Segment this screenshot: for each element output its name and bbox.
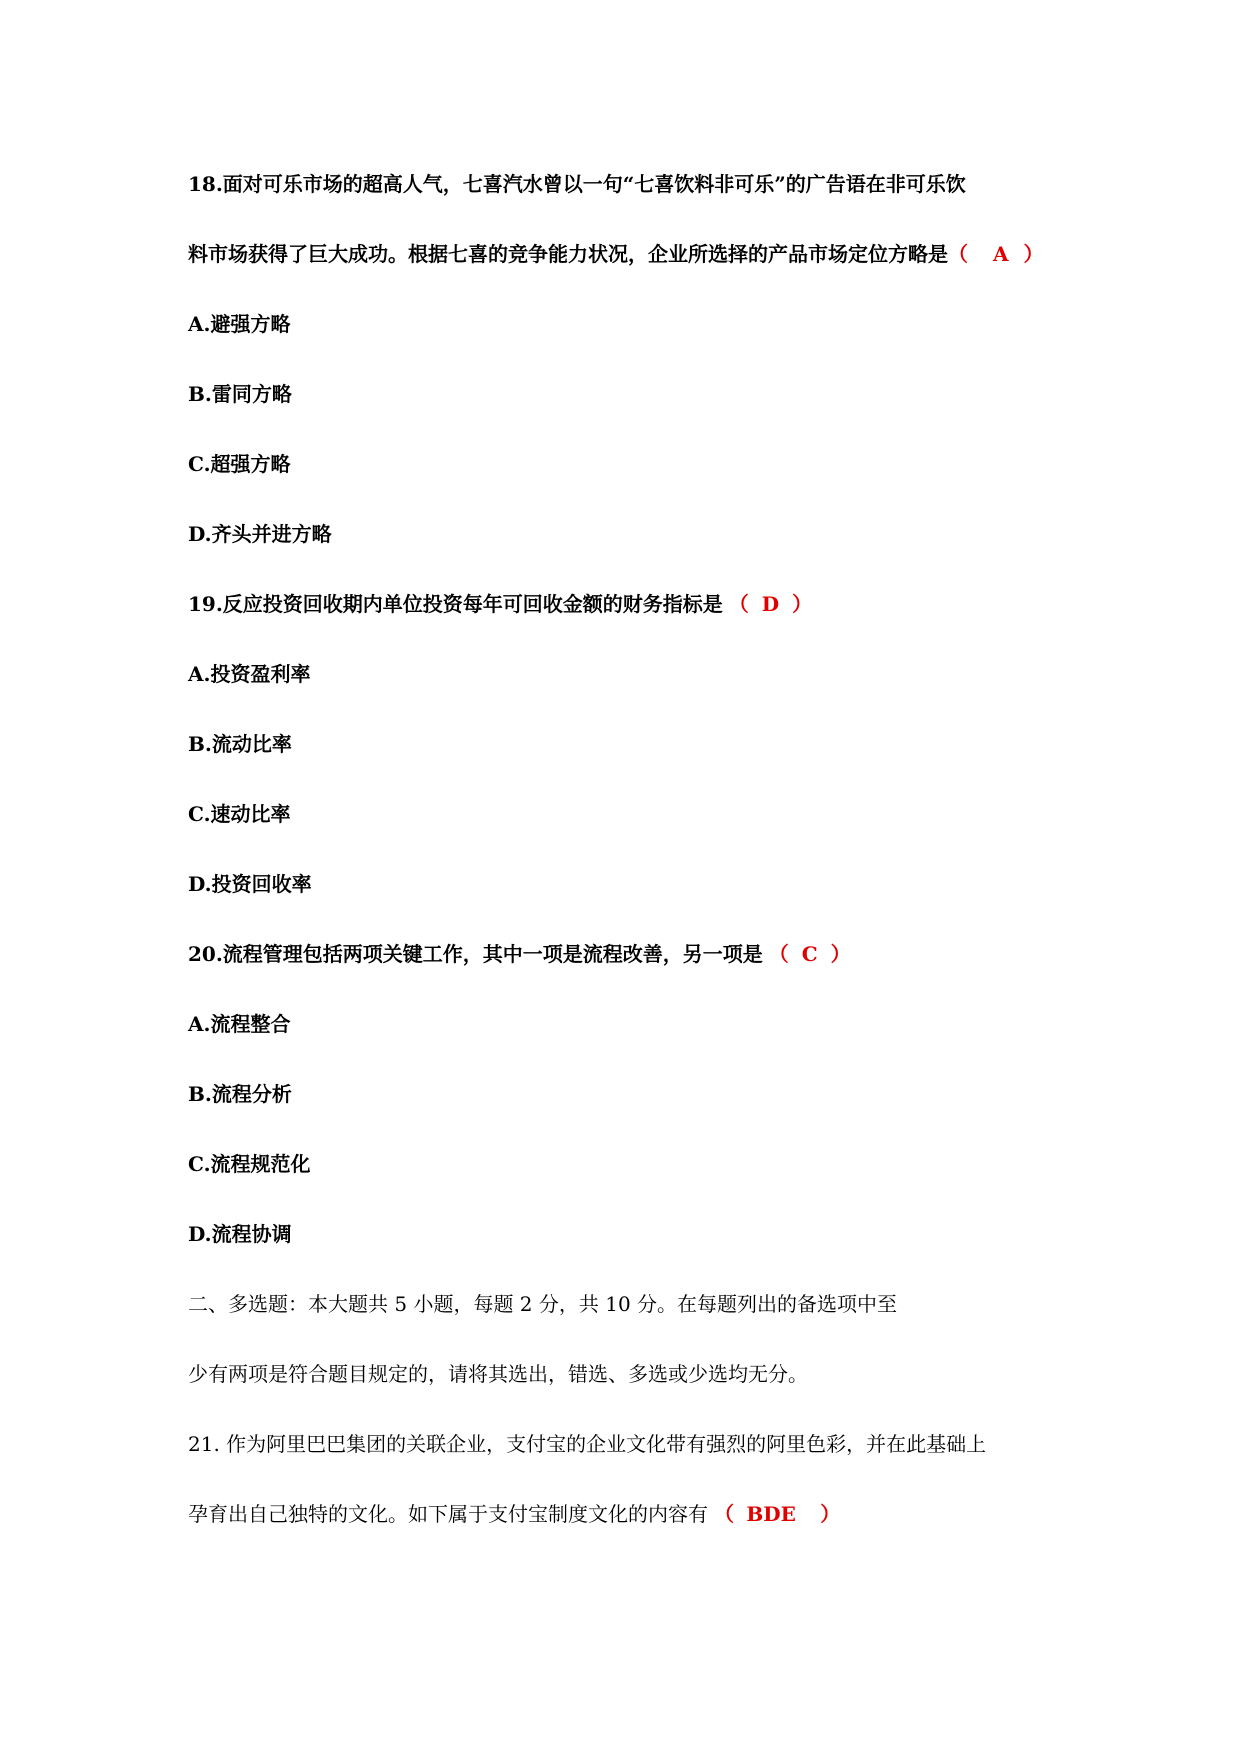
q18-option-d: D.齐头并进方略 bbox=[188, 522, 332, 546]
q21-line-1: 21. 作为阿里巴巴集团的关联企业，支付宝的企业文化带有强烈的阿里色彩，并在此基础上 bbox=[188, 1432, 987, 1456]
q19-paren-open: （ bbox=[728, 592, 749, 616]
q20-option-b: B.流程分析 bbox=[188, 1082, 292, 1106]
q20-option-c: C.流程规范化 bbox=[188, 1152, 311, 1176]
q19-option-a: A.投资盈利率 bbox=[188, 662, 311, 686]
q20-option-a: A.流程整合 bbox=[188, 1012, 291, 1036]
q18-option-a: A.避强方略 bbox=[188, 312, 291, 336]
q19-option-b: B.流动比率 bbox=[188, 732, 292, 756]
q21-answer: BDE bbox=[746, 1502, 796, 1526]
q20-text-1: 20.流程管理包括两项关键工作，其中一项是流程改善，另一项是 bbox=[188, 942, 763, 966]
q18-option-c: C.超强方略 bbox=[188, 452, 291, 476]
q21-paren-open: （ bbox=[714, 1502, 734, 1526]
q20-option-d: D.流程协调 bbox=[188, 1222, 292, 1246]
q18-paren-close: ） bbox=[1023, 242, 1044, 266]
q19-paren-close: ） bbox=[792, 592, 813, 616]
q21-paren-close: ） bbox=[820, 1502, 841, 1526]
q21-line-2 bbox=[188, 1502, 840, 1526]
q19-option-c: C.速动比率 bbox=[188, 802, 291, 826]
section2-instruction-line-1: 二、多选题：本大题共 5 小题，每题 2 分，共 10 分。在每题列出的备选项中至 bbox=[188, 1292, 898, 1316]
q19-text-1: 19.反应投资回收期内单位投资每年可回收金额的财务指标是 bbox=[188, 592, 723, 616]
q20-line-1 bbox=[188, 942, 851, 966]
q18-text-2: 料市场获得了巨大成功。根据七喜的竞争能力状况，企业所选择的产品市场定位方略是 bbox=[188, 242, 948, 266]
q19-line-1 bbox=[188, 592, 812, 616]
section2-instruction-line-2: 少有两项是符合题目规定的，请将其选出，错选、多选或少选均无分。 bbox=[188, 1362, 808, 1386]
q18-paren-open: （ bbox=[948, 242, 968, 266]
q20-answer: C bbox=[801, 942, 818, 966]
q19-answer: D bbox=[761, 592, 780, 616]
q18-option-b: B.雷同方略 bbox=[188, 382, 292, 406]
q18-line-1 bbox=[188, 172, 966, 196]
q18-text-1: 18.面对可乐市场的超高人气，七喜汽水曾以一句“七喜饮料非可乐”的广告语在非可乐饮 bbox=[188, 172, 966, 196]
q20-paren-open: （ bbox=[768, 942, 789, 966]
q20-paren-close: ） bbox=[830, 942, 851, 966]
q19-option-d: D.投资回收率 bbox=[188, 872, 312, 896]
q21-text-2: 孕育出自己独特的文化。如下属于支付宝制度文化的内容有 bbox=[188, 1502, 708, 1526]
q18-answer: A bbox=[992, 242, 1009, 266]
q18-line-2 bbox=[188, 242, 1043, 266]
